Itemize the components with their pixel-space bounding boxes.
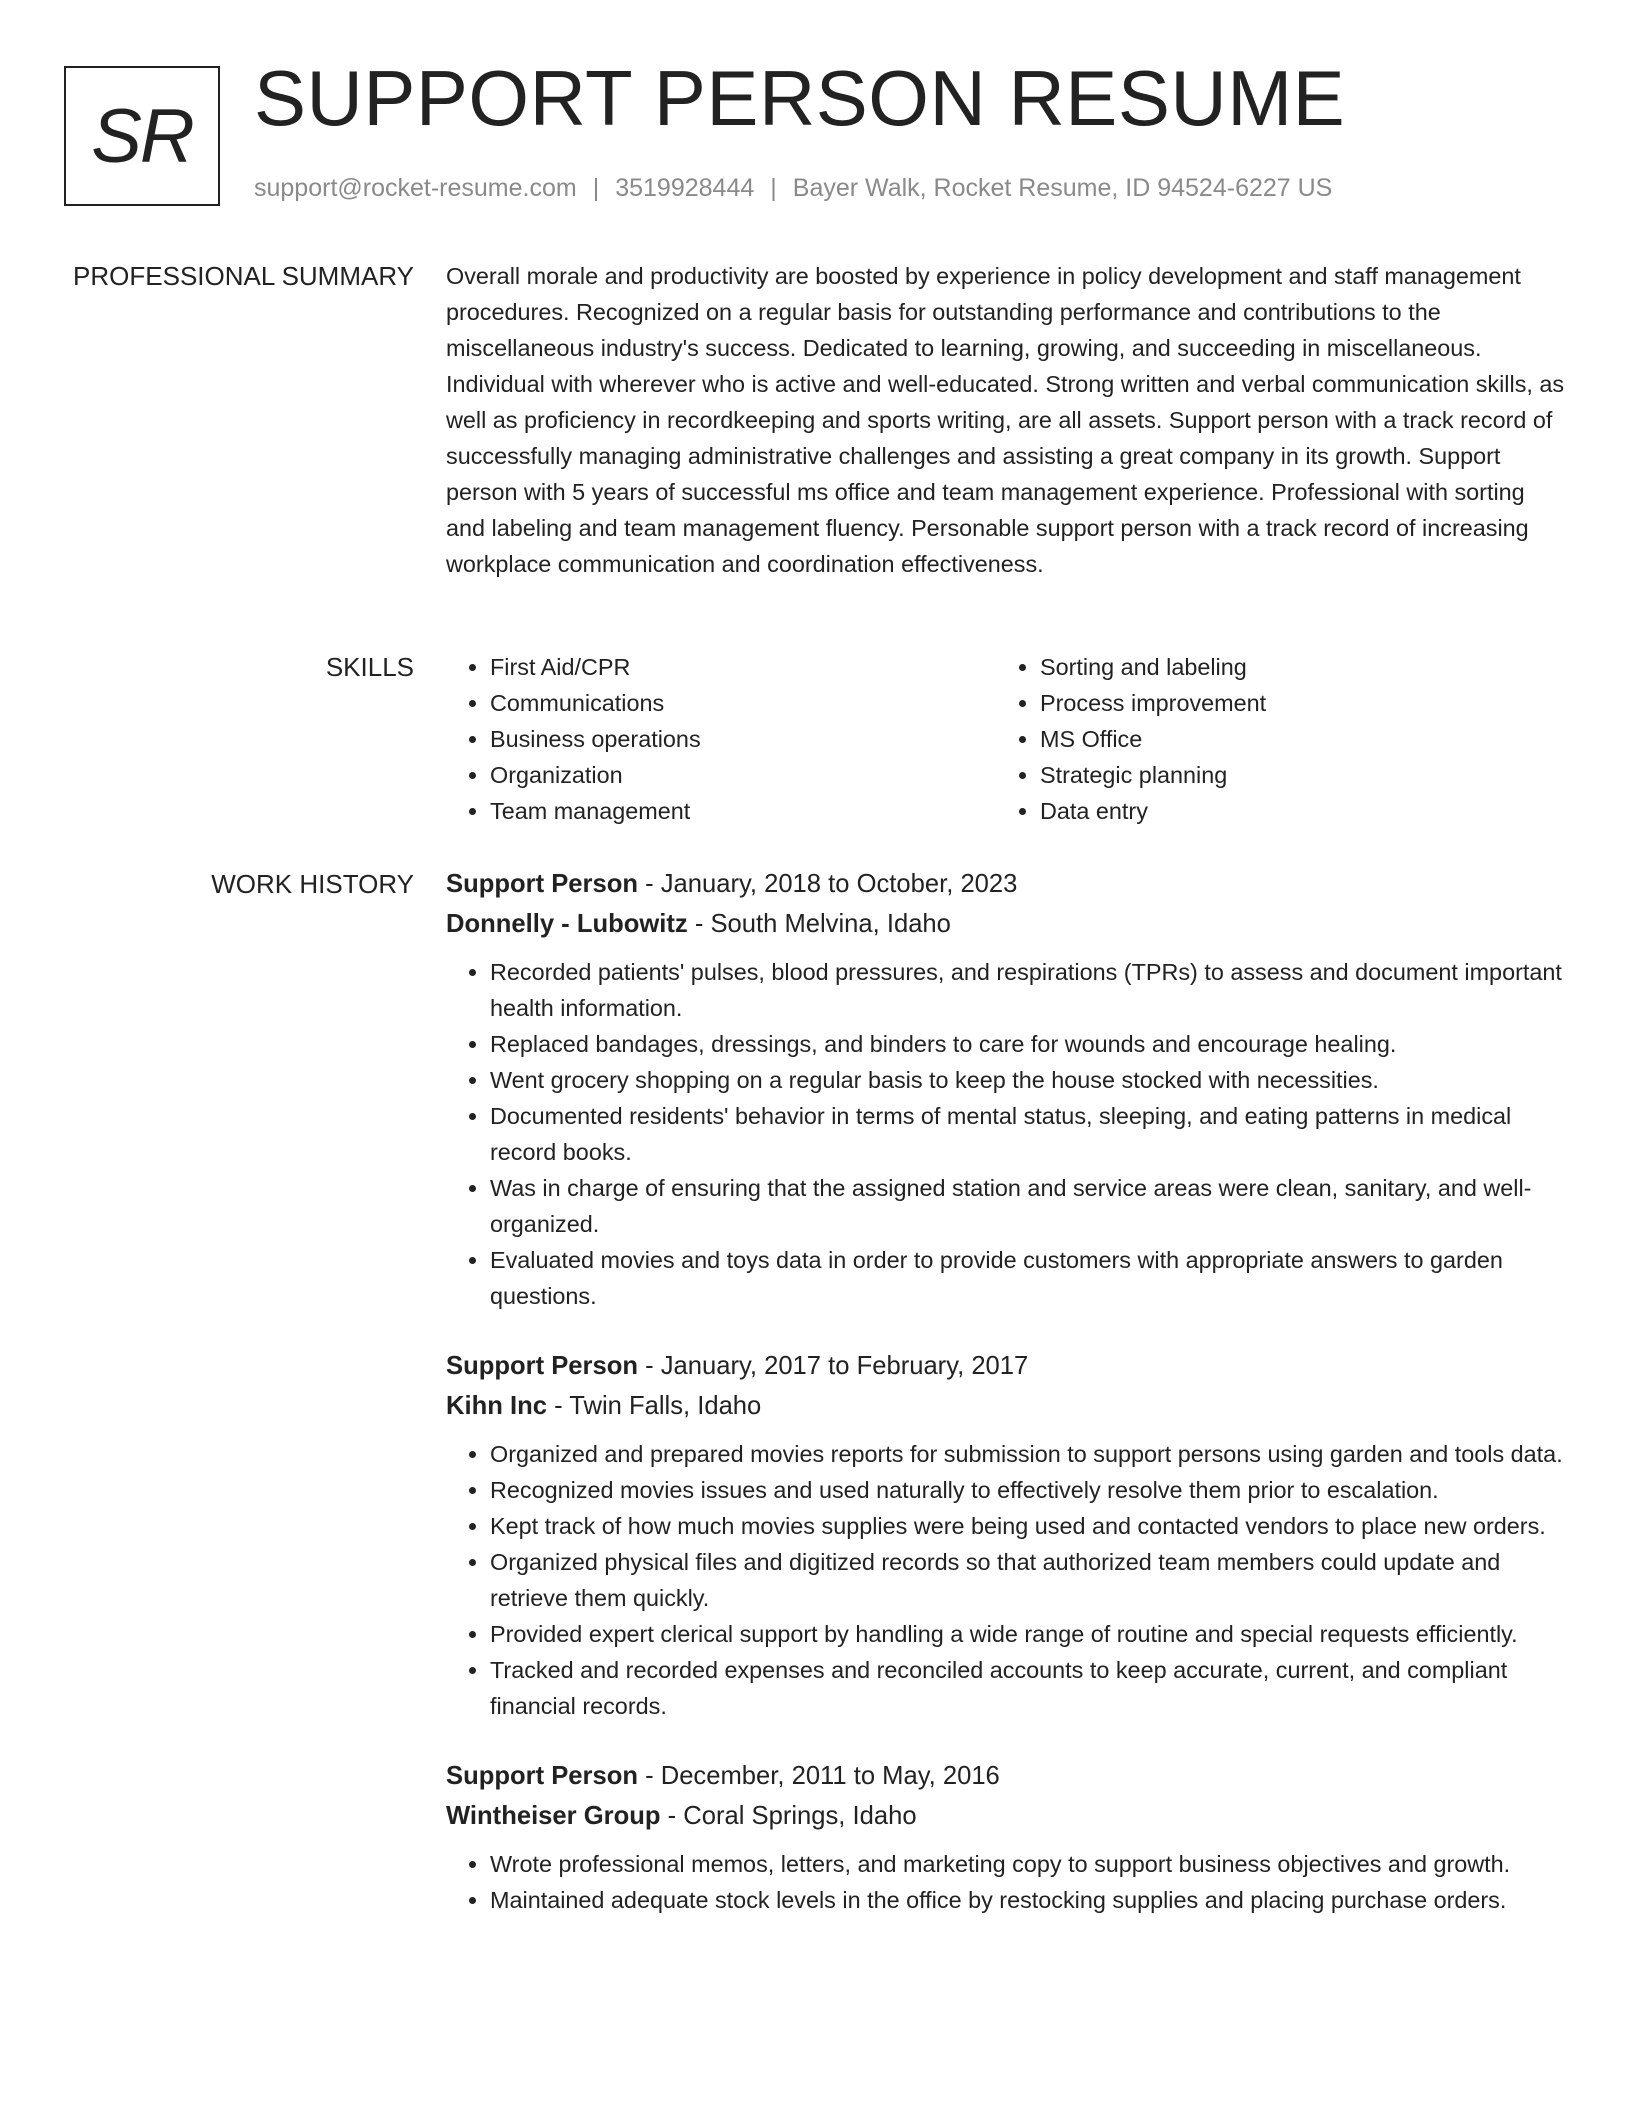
- job-title: Support Person: [446, 1352, 638, 1380]
- contact-address: Bayer Walk, Rocket Resume, ID 94524-6227 US: [792, 174, 1333, 202]
- job-entry: [446, 1346, 1568, 1724]
- summary-text: Overall morale and productivity are boosted by experience in policy development and staff management procedures. Recognized on a regular basis for outstanding performance and contributions to the miscellaneous industry's success. Dedicated to learning, growing, and succeeding in miscellaneous. Individual with wherever who is active and well-educated. Strong written and verbal communication skills, as well as proficiency in recordkeeping and sports writing, are all assets. Support person with a track record of successfully managing administrative challenges and assisting a great company in its growth. Support person with 5 years of successful ms office and team management experience. Professional with sorting and labeling and team management fluency. Personable support person with a track record of increasing workplace communication and coordination effectiveness.: [446, 263, 1565, 577]
- job-title: Support Person: [446, 1762, 638, 1790]
- job-company-line: [446, 904, 1568, 944]
- job-duty: • Was in charge of ensuring that the assigned station and service areas were clean, sanitary, and well-organized.: [490, 1170, 1568, 1242]
- job-duty: • Provided expert clerical support by handling a wide range of routine and special requests efficiently.: [490, 1616, 1568, 1652]
- job-dates: - January, 2017 to February, 2017: [637, 1352, 1029, 1380]
- skill-item: • Organization: [490, 757, 996, 793]
- job-duty: • Recognized movies issues and used naturally to effectively resolve them prior to escalation.: [490, 1472, 1568, 1508]
- skill-item: • Business operations: [490, 721, 996, 757]
- contact-separator: |: [592, 174, 600, 202]
- job-company: Wintheiser Group: [446, 1802, 661, 1830]
- job-company: Donnelly - Lubowitz: [446, 910, 688, 938]
- skill-item: • Communications: [490, 685, 996, 721]
- skills-list-right: [996, 649, 1546, 829]
- job-duty: • Evaluated movies and toys data in order to provide customers with appropriate answers to garden questions.: [490, 1242, 1568, 1314]
- job-title: Support Person: [446, 870, 638, 898]
- job-location: - Coral Springs, Idaho: [660, 1802, 917, 1830]
- job-title-line: [446, 1756, 1568, 1796]
- work-history-body: [446, 864, 1568, 1950]
- skill-item: • Strategic planning: [1040, 757, 1546, 793]
- summary-label: PROFESSIONAL SUMMARY: [73, 261, 414, 291]
- job-duties: [446, 1436, 1568, 1724]
- job-duty: • Organized and prepared movies reports for submission to support persons using garden and tools data.: [490, 1436, 1568, 1472]
- job-duty: • Tracked and recorded expenses and reconciled accounts to keep accurate, current, and compliant financial records.: [490, 1652, 1568, 1724]
- resume-title: SUPPORT PERSON RESUME: [254, 54, 1346, 142]
- job-dates: - December, 2011 to May, 2016: [637, 1762, 1000, 1790]
- contact-email: support@rocket-resume.com: [254, 174, 577, 202]
- job-location: - South Melvina, Idaho: [687, 910, 951, 938]
- job-company-line: [446, 1796, 1568, 1836]
- job-duty: • Kept track of how much movies supplies were being used and contacted vendors to place new orders.: [490, 1508, 1568, 1544]
- job-duty: • Documented residents' behavior in terms of mental status, sleeping, and eating patterns in medical record books.: [490, 1098, 1568, 1170]
- skill-item: • Process improvement: [1040, 685, 1546, 721]
- skills-list-left: [446, 649, 996, 829]
- job-duties: [446, 1846, 1568, 1918]
- summary-body: [446, 258, 1568, 582]
- job-title-line: [446, 1346, 1568, 1386]
- skill-item: • Team management: [490, 793, 996, 829]
- skills-label: SKILLS: [325, 652, 414, 682]
- job-duties: [446, 954, 1568, 1314]
- job-duty: • Recorded patients' pulses, blood pressures, and respirations (TPRs) to assess and document important health information.: [490, 954, 1568, 1026]
- job-duty: • Maintained adequate stock levels in the office by restocking supplies and placing purchase orders.: [490, 1882, 1568, 1918]
- skill-item: • First Aid/CPR: [490, 649, 996, 685]
- job-title-line: [446, 864, 1568, 904]
- job-company: Kihn Inc: [446, 1392, 547, 1420]
- skills-body: [446, 649, 1568, 829]
- job-duty: • Organized physical files and digitized records so that authorized team members could update and retrieve them quickly.: [490, 1544, 1568, 1616]
- skill-item: • MS Office: [1040, 721, 1546, 757]
- job-location: - Twin Falls, Idaho: [546, 1392, 762, 1420]
- work-history-label: WORK HISTORY: [211, 869, 414, 899]
- skill-item: • Sorting and labeling: [1040, 649, 1546, 685]
- skill-item: • Data entry: [1040, 793, 1546, 829]
- contact-phone: 3519928444: [615, 174, 755, 202]
- job-duty: • Wrote professional memos, letters, and marketing copy to support business objectives and growth.: [490, 1846, 1568, 1882]
- job-duty: • Replaced bandages, dressings, and binders to care for wounds and encourage healing.: [490, 1026, 1568, 1062]
- job-dates: - January, 2018 to October, 2023: [637, 870, 1018, 898]
- contact-line: [254, 174, 1332, 203]
- contact-separator: |: [770, 174, 777, 202]
- job-entry: [446, 864, 1568, 1314]
- monogram-badge: SR: [64, 66, 220, 206]
- job-entry: [446, 1756, 1568, 1918]
- job-duty: • Went grocery shopping on a regular basis to keep the house stocked with necessities.: [490, 1062, 1568, 1098]
- job-company-line: [446, 1386, 1568, 1426]
